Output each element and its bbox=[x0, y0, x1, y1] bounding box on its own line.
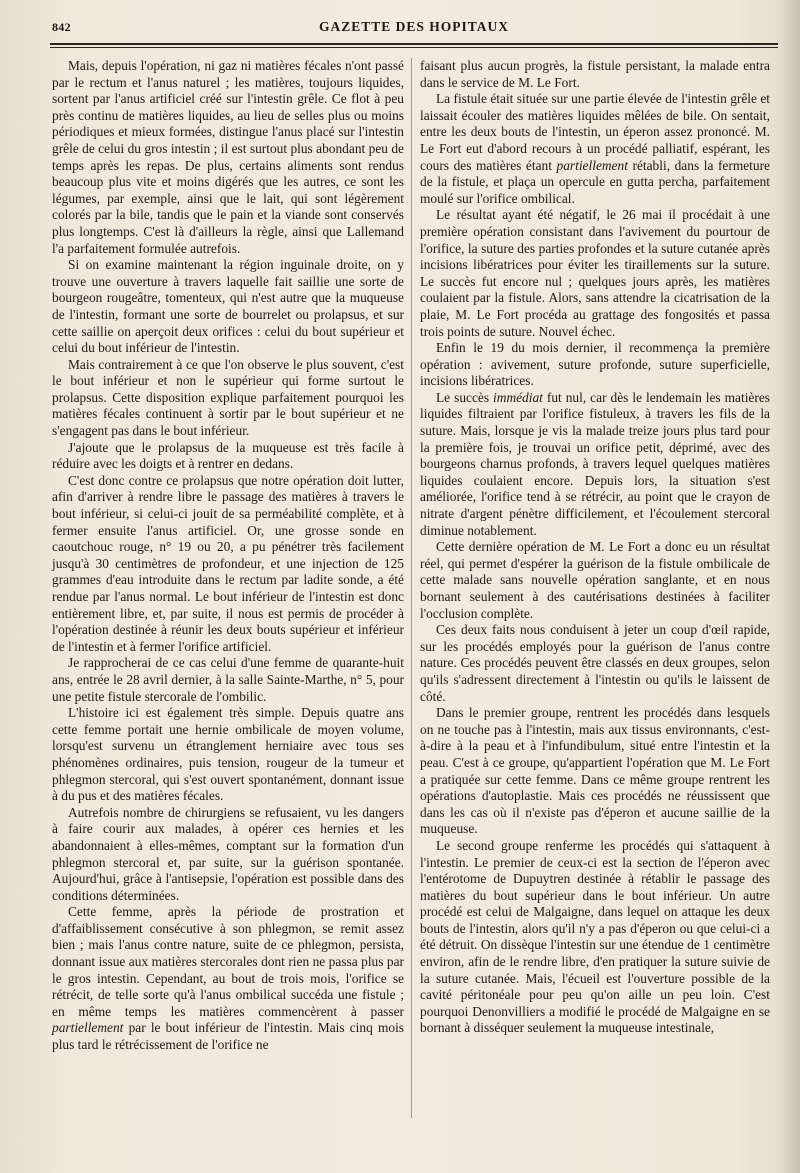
right-column-paragraph: Le résultat ayant été négatif, le 26 mai il procédait à une première opération consistant dans l'avivement du pourtour de l'orifice, la suture des parties profondes et la suture cutanée après incisions libératrices pour éviter les tiraillements sur la suture. Le succès fut encore nul ; quelques jours après, les matières coulaient par la fistule. Alors, sans attendre la cicatrisation de la plaie, M. Le Fort procéda au grattage des fongosités et passa trois points de suture. Nouvel échec. bbox=[420, 207, 770, 339]
right-column-paragraph: Le succès immédiat fut nul, car dès le lendemain les matières liquides filtraient par l'orifice fistuleux, à travers les fils de la suture. Mais, lorsque je vis la malade treize jours plus tard pour la première fois, je trouvai un orifice petit, déprimé, avec des bourgeons charnus profonds, à travers lequel quelques matières liquides coulaient encore. Depuis lors, la situation s'est améliorée, l'orifice tend à se rétrécir, au point que le crayon de nitrate d'argent pénètre difficilement, et l'écoulement stercoral diminue notablement. bbox=[420, 389, 770, 538]
right-column-paragraph: Enfin le 19 du mois dernier, il recommença la première opération : avivement, suture profonde, suture superficielle, incisions libératrices. bbox=[420, 340, 770, 389]
left-column-paragraph: Si on examine maintenant la région inguinale droite, on y trouve une ouverture à travers laquelle fait saillie une sorte de bourgeon rougeâtre, tomenteux, qui n'est autre que la muqueuse de l'intestin, formant une sorte de bourrelet ou prolapsus, et sur cette saillie on aperçoit deux orifices : celui du bout supérieur et celui du bout inférieur de l'intestin. bbox=[52, 257, 404, 356]
left-column-paragraph: Autrefois nombre de chirurgiens se refusaient, vu les dangers à faire courir aux malades, à opérer ces hernies et les abandonnaient à elles-mêmes, comptant sur la formation d'un phlegmon stercoral et, par suite, sur la guérison spontanée. Aujourd'hui, grâce à l'antisepsie, l'opération est possible dans des conditions déterminées. bbox=[52, 804, 404, 903]
column-divider bbox=[411, 58, 412, 1118]
left-column-paragraph: Mais contrairement à ce que l'on observe le plus souvent, c'est le bout inférieur et non le supérieur qui forme surtout le prolapsus. Cette disposition explique parfaitement pourquoi les matières fécales continuent à sortir par le bout supérieur et ne s'engagent pas dans le bout inférieur. bbox=[52, 356, 404, 439]
page-edge-shadow bbox=[778, 0, 800, 1173]
right-column-paragraph: Cette dernière opération de M. Le Fort a donc eu un résultat réel, qui permet d'espérer la guérison de la fistule ombilicale de cette malade sans nouvelle opération sanglante, et en nous bornant seulement à des cautérisations destinées à faciliter l'occlusion complète. bbox=[420, 539, 770, 621]
italic-text: partiellement bbox=[52, 1020, 124, 1036]
left-column bbox=[52, 58, 404, 1054]
left-column-paragraph: Mais, depuis l'opération, ni gaz ni matières fécales n'ont passé par le rectum et l'anus naturel ; les matières, toujours liquides, sortent par l'anus artificiel créé sur l'intestin grêle. Ce flot à peu près continu de matières liquides, au lieu de selles plus ou moins périodiques et mieux formées, distingue l'anus placé sur l'intestin grêle de celui du gros intestin ; il est surtout plus abondant peu de temps après les repas. De plus, certains aliments sont rendus beaucoup plus vite et moins digérés que les autres, ce sont les légumes, par exemple, ainsi que le lait, qui sont légèrement colorés par la bile, tandis que le pain et la viande sont conservés plus longtemps. C'est là d'ailleurs la règle, ainsi que Lallemand l'a parfaitement formulée autrefois. bbox=[52, 58, 404, 256]
left-column-paragraph: L'histoire ici est également très simple. Depuis quatre ans cette femme portait une hernie ombilicale de moyen volume, lorsqu'est survenu un étranglement herniaire avec tous ses phénomènes ordinaires, puis tension, rougeur de la tumeur et phlegmon stercoral, qui s'est ouvert spontanément, donnant issue à du pus et des matières fécales. bbox=[52, 705, 404, 804]
page-header bbox=[50, 16, 778, 42]
right-column bbox=[420, 58, 770, 1037]
right-column-paragraph: faisant plus aucun progrès, la fistule persistant, la malade entra dans le service de M. Le Fort. bbox=[420, 58, 770, 90]
journal-title: GAZETTE DES HOPITAUX bbox=[318, 19, 510, 34]
left-column-paragraph: J'ajoute que le prolapsus de la muqueuse est très facile à réduire avec les doigts et à rentrer en dedans. bbox=[52, 439, 404, 472]
right-column-paragraph: La fistule était située sur une partie élevée de l'intestin grêle et laissait écouler des matières liquides mêlées de bile. On sentait, entre les deux bouts de l'intestin, un éperon assez prononcé. M. Le Fort eut d'abord recours à un procédé palliatif, espérant, les cours des matières étant partiellement rétabli, dans la fermeture de la fistule, et plaça un opercule en gutta percha, parfaitement moulé sur l'orifice ombilical. bbox=[420, 91, 770, 206]
italic-text: partiellement bbox=[556, 157, 628, 173]
header-rule-thick bbox=[50, 43, 778, 45]
left-column-paragraph: Cette femme, après la période de prostration et d'affaiblissement consécutive à son phlegmon, se remit assez bien ; mais l'anus contre nature, suite de ce phlegmon, persista, donnant issue aux matières stercorales dont rien ne passa plus par le gros intestin. Cependant, au bout de trois mois, l'orifice se rétrécit, de telle sorte qu'à l'anus ombilical succéda une fistule ; en même temps les matières commencèrent à passer partiellement par le bout inférieur de l'intestin. Mais cinq mois plus tard le rétrécissement de l'orifice ne bbox=[52, 904, 404, 1053]
right-column-paragraph: Ces deux faits nous conduisent à jeter un coup d'œil rapide, sur les procédés employés pour la guérison de l'anus contre nature. Ces procédés peuvent être classés en deux groupes, selon qu'ils s'adressent directement à l'intestin ou qu'ils le laissent de côté. bbox=[420, 622, 770, 704]
right-column-paragraph: Le second groupe renferme les procédés qui s'attaquent à l'intestin. Le premier de ceux-ci est la section de l'éperon avec l'entérotome de Dupuytren destinée à rétablir le passage des matières du bout supérieur dans le bout inférieur. Un autre procédé est celui de Malgaigne, dans lequel on attaque les deux bouts de l'intestin, alors qu'il n'y a pas d'éperon ou que celui-ci a été détruit. On dissèque l'intestin sur une étendue de 1 centimètre environ, afin de le rendre libre, d'en pratiquer la suture suivie de la suture cutanée. Mais, l'écueil est l'ouverture possible de la cavité péritonéale pour peu qu'on aille un peu loin. C'est pourquoi Denonvilliers a modifié le procédé de Malgaigne en se bornant à disséquer seulement la muqueuse intestinale, bbox=[420, 837, 770, 1036]
header-rule-thin bbox=[50, 47, 778, 48]
left-column-paragraph: Je rapprocherai de ce cas celui d'une femme de quarante-huit ans, entrée le 28 avril dernier, à la salle Sainte-Marthe, n° 5, pour une petite fistule stercorale de l'ombilic. bbox=[52, 655, 404, 704]
left-column-paragraph: C'est donc contre ce prolapsus que notre opération doit lutter, afin d'arriver à rendre libre le passage des matières à travers le bout inférieur, si celui-ci jouit de sa perméabilité complète, et à fermer ensuite l'anus artificiel. Or, une grosse sonde en caoutchouc rouge, n° 19 ou 20, a pu pénétrer très facilement jusqu'à 30 centimètres de profondeur, et une injection de 125 grammes d'eau introduite dans le rectum par ladite sonde, a été rendue par l'anus normal. Le bout inférieur de l'intestin est donc entièrement libre, et, par suite, il nous est permis de procéder à l'opération destinée à réunir les deux bouts supérieur et inférieur de l'intestin et à fermer l'orifice artificiel. bbox=[52, 472, 404, 654]
page-number: 842 bbox=[52, 20, 71, 34]
right-column-paragraph: Dans le premier groupe, rentrent les procédés dans lesquels on ne touche pas à l'intestin, mais aux tissus environnants, c'est-à-dire à la peau et à l'infundibulum, situé entre l'intestin et la peau. C'est à ce groupe, qu'appartient l'opération que M. Le Fort a pratiquée sur cette femme. Dans ce même groupe rentrent les opérations d'autoplastie. Mais ces procédés ne réussissent que dans les cas où il n'existe pas d'éperon et aucune saillie de la muqueuse. bbox=[420, 705, 770, 837]
italic-text: immédiat bbox=[493, 389, 543, 405]
